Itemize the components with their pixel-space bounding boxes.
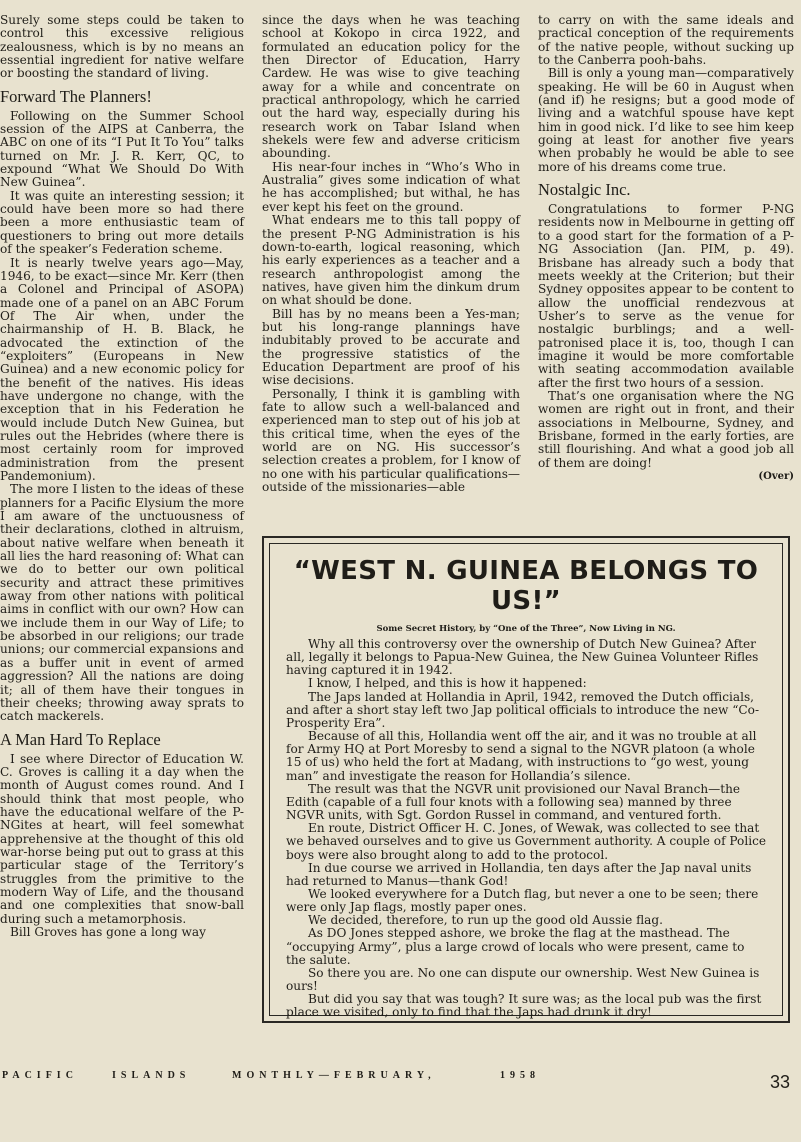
footer-word-pacific: PACIFIC bbox=[2, 1070, 78, 1081]
section-heading-a-man-hard-to-replace: A Man Hard To Replace bbox=[0, 729, 161, 749]
paragraph: It was quite an interesting session; it could have been more so had there been a more enthusiastic team of questioners to bring out more details of the speaker’s Federation scheme. bbox=[0, 188, 244, 257]
paragraph: His near-four inches in “Who’s Who in Australia” gives some indication of what he has accomplished; but withal, he has ever kept his feet on the ground. bbox=[262, 159, 520, 214]
column-3 bbox=[538, 14, 794, 483]
paragraph: The more I listen to the ideas of these planners for a Pacific Elysium the more I am aware of the unctuousness of their declarations, clothed in altruism, about native welfare when beneath it all lies the hard reasoning of: What can we do to better our own political security and attract these primitives away from other nations with political aims in conflict with our own? How can we include them in our Way of Life; to be absorbed in our religions; our trade unions; our commercial expansions and as a buffer unit in event of armed aggression? All the nations are doing it; all of them have their tongues in their cheeks; throwing away sprats to catch mackerels. bbox=[0, 482, 244, 724]
continued-over-note: (Over) bbox=[758, 471, 794, 482]
paragraph: We decided, therefore, to run up the good old Aussie flag. bbox=[308, 913, 663, 928]
intro-paragraph: Surely some steps could be taken to control this excessive religious zealousness, which is by no means an essential ingredient for native welfare or boosting the standard of living. bbox=[0, 13, 244, 81]
paragraph: So there you are. No one can dispute our ownership. West New Guinea is ours! bbox=[286, 965, 760, 994]
paragraph: But did you say that was tough? It sure was; as the local pub was the first place we visited, only to find that the Japs had drunk it dry! bbox=[286, 992, 762, 1020]
paragraph: Congratulations to former P-NG residents now in Melbourne in getting off to a good start for the formation of a P-NG Association (Jan. PIM, p. 49). Brisbane has already such a body that meets weekly at the Criterion; but their Sydney opposites appear to be content to allow the unofficial rendezvous at Usher’s to serve as the venue for nostalgic burblings; and a well-patronised place it is, too, though I can imagine it would be more comfortable with seating accommodation available after the first two hours of a session. bbox=[538, 202, 794, 390]
paragraph: Personally, I think it is gambling with fate to allow such a well-balanced and experienced man to step out of his job at this critical time, when the eyes of the world are on NG. His successor’s selection creates a problem, for I know of no one with his particular qualifications—outside of the missionaries—able bbox=[262, 386, 520, 495]
paragraph: The Japs landed at Hollandia in April, 1942, removed the Dutch officials, and after a short stay left two Jap political officials to introduce the new “Co-Prosperity Era”. bbox=[286, 689, 760, 730]
paragraph: to carry on with the same ideals and practical conception of the requirements of the native people, without sucking up to the Canberra pooh-bahs. bbox=[538, 13, 794, 68]
paragraph: En route, District Officer H. C. Jones, of Wewak, was collected to see that we behaved ourselves and to give us Government authority. A couple of Police boys were also brought along to add to the protocol. bbox=[286, 821, 766, 862]
section-heading-nostalgic-inc: Nostalgic Inc. bbox=[538, 180, 631, 200]
paragraph: I know, I helped, and this is how it happened: bbox=[308, 676, 587, 691]
paragraph: I see where Director of Education W. C. Groves is calling it a day when the month of August comes round. And I should think that most people, who have the educational welfare of the P-NGites at heart, will feel somewhat apprehensive at the thought of this old war-horse being put out to grass at this particular stage of the Territory’s struggles from the primitive to the modern Way of Life, and the thousand and one complexities that snow-ball during such a metamorphosis. bbox=[0, 751, 244, 926]
paragraph: Why all this controversy over the ownership of Dutch New Guinea? After all, legally it belongs to Papua-New Guinea, the New Guinea Volunteer Rifles having captured it in 1942. bbox=[286, 637, 759, 678]
column-2 bbox=[262, 14, 520, 494]
paragraph: Bill has by no means been a Yes-man; but his long-range plannings have indubitably proved to be accurate and the progressive statistics of the Education Department are proof of his wise decisions. bbox=[262, 306, 520, 388]
footer-year: 1958 bbox=[500, 1070, 540, 1081]
boxed-article-title: “WEST N. GUINEA BELONGS TO US!” bbox=[293, 556, 759, 616]
paragraph: Bill Groves has gone a long way bbox=[10, 925, 206, 939]
column-1 bbox=[0, 14, 244, 939]
boxed-article-byline: Some Secret History, by “One of the Three”, Now Living in NG. bbox=[376, 624, 676, 634]
paragraph: It is nearly twelve years ago—May, 1946, to be exact—since Mr. Kerr (then a Colonel and Principal of ASOPA) made one of a panel on an ABC Forum Of The Air when, under the chairmanship of H. B. Black, he advocated the extinction of the “exploiters” (Europeans in New Guinea) and a new economic policy for the benefit of the natives. His ideas have undergone no change, with the exception that in his Federation he would include Dutch New Guinea, but rules out the Hebrides (where there is most certainly room for improved administration from the present Pandemonium). bbox=[0, 255, 244, 483]
footer-word-monthly-february: MONTHLY—FEBRUARY, bbox=[232, 1070, 436, 1081]
paragraph: since the days when he was teaching school at Kokopo in circa 1922, and formulated an education policy for the then Director of Education, Harry Cardew. He was wise to give teaching away for a while and concentrate on practical anthropology, which he carried out the hard way, especially during his research work on Tabar Island when shekels were few and adverse criticism abounding. bbox=[262, 13, 520, 161]
paragraph: In due course we arrived in Hollandia, ten days after the Jap naval units had returned to Manus—thank God! bbox=[286, 860, 752, 888]
paragraph: The result was that the NGVR unit provisioned our Naval Branch—the Edith (capable of a full four knots with a following sea) manned by three NGVR units, with Sgt. Gordon Russel in command, and ventured forth. bbox=[286, 781, 741, 823]
section-heading-forward-the-planners: Forward The Planners! bbox=[0, 86, 152, 106]
paragraph: What endears me to this tall poppy of the present P-NG Administration is his down-to-earth, logical reasoning, which his early experiences as a teacher and a research anthropologist among the natives, have given him the dinkum drum on what should be done. bbox=[262, 213, 520, 308]
paragraph: That’s one organisation where the NG women are right out in front, and their associations in Melbourne, Sydney, and Brisbane, formed in the early forties, are still flourishing. And what a good job all of them are doing! bbox=[538, 388, 794, 470]
boxed-article-body bbox=[286, 638, 766, 1020]
boxed-article-inner bbox=[269, 543, 783, 1020]
boxed-article bbox=[262, 536, 790, 1023]
paragraph: Bill is only a young man—comparatively speaking. He will be 60 in August when (and if) he resigns; but a good mode of living and a watchful spouse have kept him in good nick. I’d like to see him keep going at least for another five years when probably he would be able to see more of his dreams come true. bbox=[538, 66, 794, 174]
footer-word-islands: ISLANDS bbox=[112, 1070, 191, 1081]
paragraph: Following on the Summer School session of the AIPS at Canberra, the ABC on one of its “I Put It To You” talks turned on Mr. J. R. Kerr, QC, to expound “What We Should Do With New Guinea”. bbox=[0, 108, 244, 190]
paragraph: As DO Jones stepped ashore, we broke the flag at the masthead. The “occupying Army”, plus a large crowd of locals who were present, came to the salute. bbox=[286, 926, 745, 967]
paragraph: We looked everywhere for a Dutch flag, but never a one to be seen; there were only Jap flags, mostly paper ones. bbox=[286, 886, 759, 915]
paragraph: Because of all this, Hollandia went off the air, and it was no trouble at all for Army HQ at Port Moresby to send a signal to the NGVR platoon (a whole 15 of us) who held the fort at Madang, with instructions to “go west, young man” and investigate the reason for Hollandia’s silence. bbox=[286, 729, 757, 783]
page-number: 33 bbox=[770, 1072, 791, 1092]
